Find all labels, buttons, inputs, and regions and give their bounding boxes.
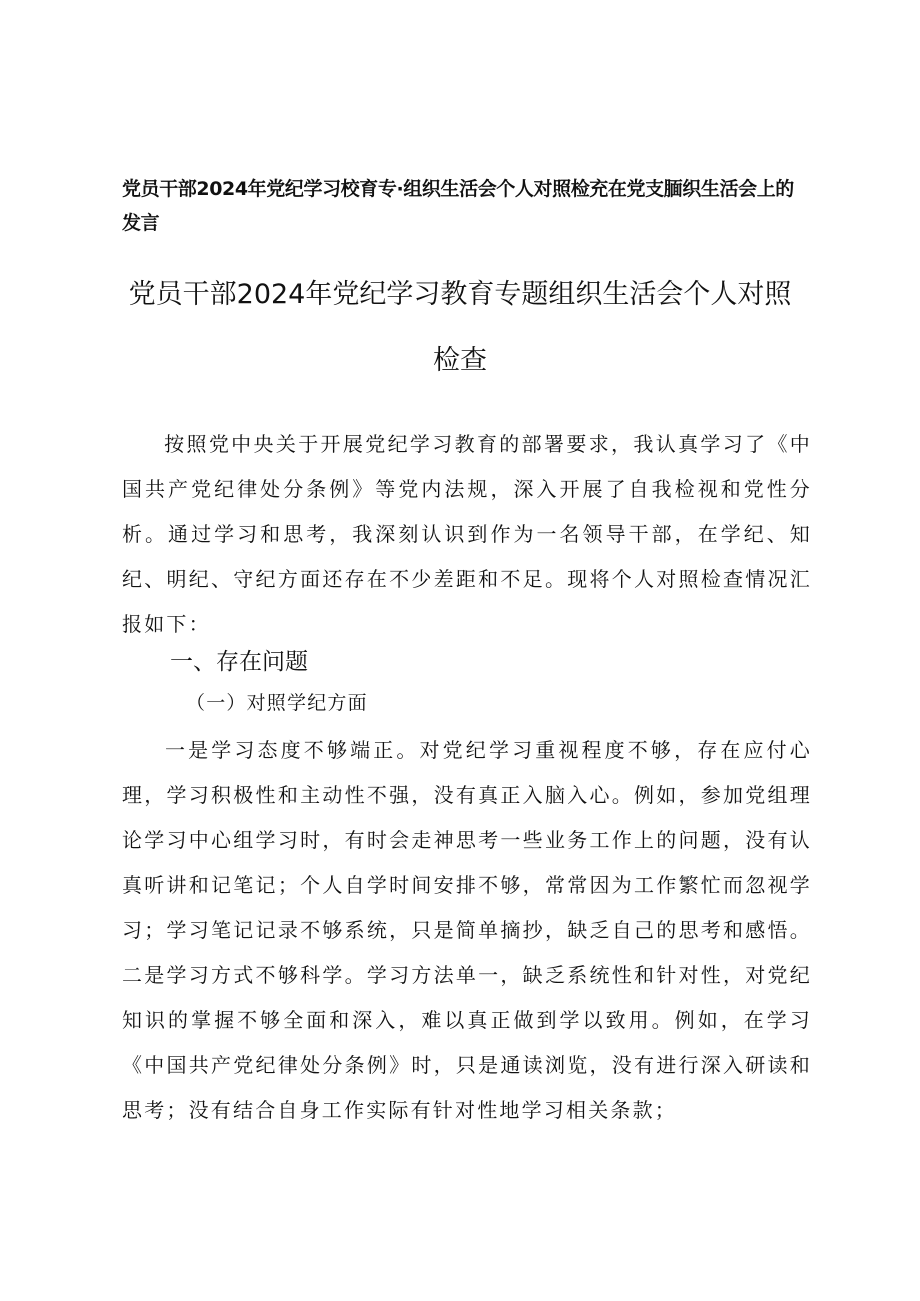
main-title (100, 262, 820, 394)
intro-text: 按照党中央关于开展党纪学习教育的部署要求，我认真学习了《中国共产党纪律处分条例》等党内法规，深入开展了自我检视和党性分析。通过学习和思考，我深刻认识到作为一名领导干部，在学纪、知纪、明纪、守纪方面还存在不少差距和不足。现将个人对照检查情况汇报如下： (122, 432, 812, 636)
intro-paragraph (122, 422, 812, 647)
document-file-title: 党员干部2024年党纪学习校育专·组织生活会个人对照检充在党支腼织生活会上的发言 (122, 178, 794, 234)
body-paragraph (122, 728, 812, 1133)
subsection-heading-study: （一）对照学纪方面 (186, 692, 368, 714)
main-title-line-2: 检查 (433, 345, 487, 376)
body-paragraph-text: 一是学习态度不够端正。对党纪学习重视程度不够，存在应付心理，学习积极性和主动性不强，没有真正入脑入心。例如，参加党组理论学习中心组学习时，有时会走神思考一些业务工作上的问题，没有认真听讲和记笔记；个人自学时间安排不够，常常因为工作繁忙而忽视学习；学习笔记记录不够系统，只是简单摘抄，缺乏自己的思考和感悟。二是学习方式不够科学。学习方法单一，缺乏系统性和针对性，对党纪知识的掌握不够全面和深入，难以真正做到学以致用。例如，在学习《中国共产党纪律处分条例》时，只是通读浏览，没有进行深入研读和思考；没有结合自身工作实际有针对性地学习相关条款； (122, 738, 812, 1122)
section-heading-problems: 一、存在问题 (170, 649, 308, 675)
main-title-line-1: 党员干部2024年党纪学习教育专题组织生活会个人对照 (128, 279, 792, 310)
